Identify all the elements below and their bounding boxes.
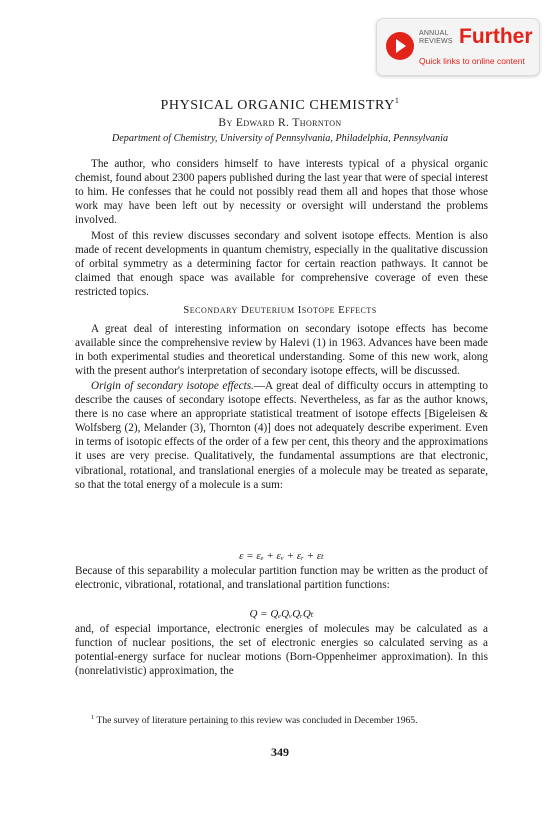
- paragraph-scope: [75, 229, 488, 299]
- play-arrow-icon: [386, 32, 414, 60]
- title-footnote-mark[interactable]: 1: [394, 96, 400, 105]
- footnote-text: The survey of literature pertaining to this review was concluded in December 1965.: [94, 715, 418, 726]
- paragraph-secondary-effects: [75, 322, 488, 378]
- paragraph-intro: [75, 157, 488, 227]
- badge-reviews-label: REVIEWS: [419, 38, 453, 45]
- badge-subtitle-link[interactable]: Quick links to online content: [419, 56, 525, 66]
- paragraph-origin: [75, 379, 488, 492]
- annual-reviews-further-badge[interactable]: [376, 18, 540, 76]
- page-number: 349: [271, 745, 289, 759]
- paragraph-separability: [75, 564, 488, 592]
- section-heading: Secondary Deuterium Isotope Effects: [183, 304, 377, 316]
- badge-annual-label: ANNUAL: [419, 30, 449, 37]
- paragraph-text: Most of this review discusses secondary and solvent isotope effects. Mention is also made of recent developments in quantum chemistry, especially in the qualitative discussion of orbital symmetry as a determining factor for certain reaction pathways. It cannot be claimed that enough space was available for comprehensive coverage of even these restricted topics.: [75, 230, 488, 299]
- equation-partition-function: Q = QₑQᵥQᵣQₜ: [249, 608, 314, 620]
- inline-subheading: Origin of secondary isotope effects.: [91, 380, 254, 392]
- paragraph-text: A great deal of interesting information on secondary isotope effects has become available since the comprehensive review by Halevi (1) in 1963. Advances have been made in both experimental studies and theoretical understanding. Some of this new work, along with the present author's interpretation of secondary isotope effects, will be discussed.: [75, 323, 488, 378]
- paragraph-text: and, of especial importance, electronic energies of molecules may be calculated as a function of nuclear positions, the set of electronic energies so calculated serving as a potential-energy surface for nuclear motions (Born-Oppenheimer approximation). In this (nonrelativistic) approximation, the: [75, 623, 488, 678]
- paragraph-body: —A great deal of difficulty occurs in attempting to describe the causes of secondary isotope effects. Nevertheless, as far as the author knows, there is no case where an appropriate statistical treatment of isotope effects [Bigeleisen & Wolfsberg (2), Melander (3), Thornton (4)] does not adequately describe experiment. Even in terms of isotopic effects of the order of a few per cent, this theory and the approximations it uses are very precise. Qualitatively, the fundamental assumptions are that electronic, vibrational, rotational, and translational energies of a molecule may be treated as separate, so that the total energy of a molecule is a sum:: [75, 380, 488, 491]
- paragraph-text: The author, who considers himself to have interests typical of a physical organic chemist, found about 2300 papers published during the last year that were of special interest to him. He confesses that he could not possibly read them all and hopes that those whose work may have been left out by necessity or oversight will understand the problems involved.: [75, 158, 488, 227]
- footnote-mark: 1: [91, 714, 95, 721]
- paragraph-text: [75, 379, 488, 492]
- paragraph-electronic-energies: [75, 622, 488, 678]
- author-line: By Edward R. Thornton: [218, 117, 342, 129]
- footnote: [75, 712, 488, 728]
- badge-further-label: Further: [459, 25, 533, 48]
- article-title: [60, 93, 500, 114]
- paragraph-text: Because of this separability a molecular partition function may be written as the product of electronic, vibrational, rotational, and translational partition functions:: [75, 565, 488, 592]
- article-title-text: PHYSICAL ORGANIC CHEMISTRY: [160, 98, 395, 113]
- affiliation-line: Department of Chemistry, University of Pennsylvania, Philadelphia, Pennsylvania: [111, 133, 449, 144]
- equation-energy-sum: ε = εₑ + εᵥ + εᵣ + εₜ: [239, 550, 324, 562]
